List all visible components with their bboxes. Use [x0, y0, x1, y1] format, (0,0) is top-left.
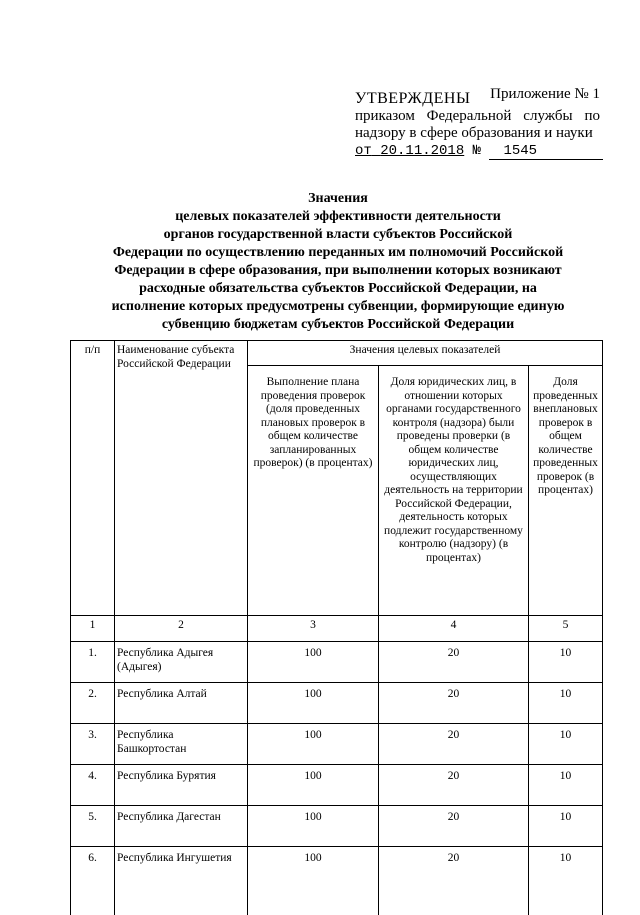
- row-unplanned-value: 10: [529, 847, 603, 915]
- row-region: Республика Ингушетия: [115, 847, 248, 915]
- index-cell: 5: [529, 616, 603, 642]
- date-prefix: от: [355, 143, 372, 159]
- row-num: 6.: [71, 847, 115, 915]
- row-num: 5.: [71, 806, 115, 847]
- row-legal-value: 20: [379, 683, 529, 724]
- table-row: [71, 765, 603, 806]
- approved-line-2: надзору в сфере образования и науки: [355, 125, 600, 142]
- approval-block: [355, 90, 600, 160]
- row-region: Республика Алтай: [115, 683, 248, 724]
- index-cell: 3: [248, 616, 379, 642]
- row-region: Республика Башкортостан: [115, 724, 248, 765]
- row-region: Республика Бурятия: [115, 765, 248, 806]
- heading-line-6: расходные обязательства субъектов Российской Федерации, на: [70, 280, 606, 298]
- row-unplanned-value: 10: [529, 683, 603, 724]
- approved-title: УТВЕРЖДЕНЫ: [355, 90, 600, 107]
- heading-line-7: исполнение которых предусмотрены субвенции, формирующие единую: [70, 298, 606, 316]
- table-row: [71, 683, 603, 724]
- row-legal-value: 20: [379, 642, 529, 683]
- appendix-label: Приложение № 1: [490, 86, 600, 103]
- row-unplanned-value: 10: [529, 642, 603, 683]
- row-legal-value: 20: [379, 765, 529, 806]
- row-num: 4.: [71, 765, 115, 806]
- row-plan-value: 100: [248, 724, 379, 765]
- index-cell: 2: [115, 616, 248, 642]
- document-heading: [70, 190, 606, 334]
- row-plan-value: 100: [248, 765, 379, 806]
- heading-line-2: целевых показателей эффективности деятельности: [70, 208, 606, 226]
- order-number: 1545: [489, 144, 603, 160]
- heading-line-3: органов государственной власти субъектов Российской: [70, 226, 606, 244]
- row-region: Республика Адыгея (Адыгея): [115, 642, 248, 683]
- row-legal-value: 20: [379, 847, 529, 915]
- approved-word-3: службы: [523, 108, 572, 125]
- row-plan-value: 100: [248, 683, 379, 724]
- table-row: [71, 724, 603, 765]
- index-cell: 4: [379, 616, 529, 642]
- approved-date-line: [355, 143, 600, 160]
- approved-word-2: Федеральной: [427, 108, 512, 125]
- row-plan-value: 100: [248, 642, 379, 683]
- heading-line-1: Значения: [70, 190, 606, 208]
- number-sign: №: [473, 143, 481, 159]
- row-region: Республика Дагестан: [115, 806, 248, 847]
- table-header-row: [71, 341, 603, 366]
- row-num: 1.: [71, 642, 115, 683]
- approved-word-4: по: [584, 108, 600, 125]
- row-unplanned-value: 10: [529, 806, 603, 847]
- header-region: Наименование субъекта Российской Федерации: [115, 341, 248, 616]
- row-num: 2.: [71, 683, 115, 724]
- header-unplanned-share: Доля проведенных внеплановых проверок в общем количестве проведенных проверок (в процентах): [529, 366, 603, 616]
- heading-line-5: Федерации в сфере образования, при выполнении которых возникают: [70, 262, 606, 280]
- row-legal-value: 20: [379, 724, 529, 765]
- indicators-table: [70, 340, 603, 915]
- table-row: [71, 806, 603, 847]
- row-unplanned-value: 10: [529, 765, 603, 806]
- row-unplanned-value: 10: [529, 724, 603, 765]
- row-plan-value: 100: [248, 806, 379, 847]
- index-cell: 1: [71, 616, 115, 642]
- header-group: Значения целевых показателей: [248, 341, 603, 366]
- approved-word-1: приказом: [355, 108, 415, 125]
- header-plan-execution: Выполнение плана проведения проверок (доля проведенных плановых проверок в общем количестве запланированных проверок) (в процентах): [248, 366, 379, 616]
- table-row: [71, 642, 603, 683]
- row-plan-value: 100: [248, 847, 379, 915]
- row-num: 3.: [71, 724, 115, 765]
- header-legal-entities-share: Доля юридических лиц, в отношении которых органами государственного контроля (надзора) были проведены проверки (в общем количестве юридических лиц, осуществляющих деятельность на территории Российской Федерации, деятельность которых подлежит государственному контролю (надзору) (в процентах): [379, 366, 529, 616]
- heading-line-4: Федерации по осуществлению переданных им полномочий Российской: [70, 244, 606, 262]
- table-index-row: [71, 616, 603, 642]
- heading-line-8: субвенцию бюджетам субъектов Российской Федерации: [70, 316, 606, 334]
- row-legal-value: 20: [379, 806, 529, 847]
- approved-line-1: [355, 108, 600, 125]
- header-num: п/п: [71, 341, 115, 616]
- order-date: 20.11.2018: [380, 143, 464, 159]
